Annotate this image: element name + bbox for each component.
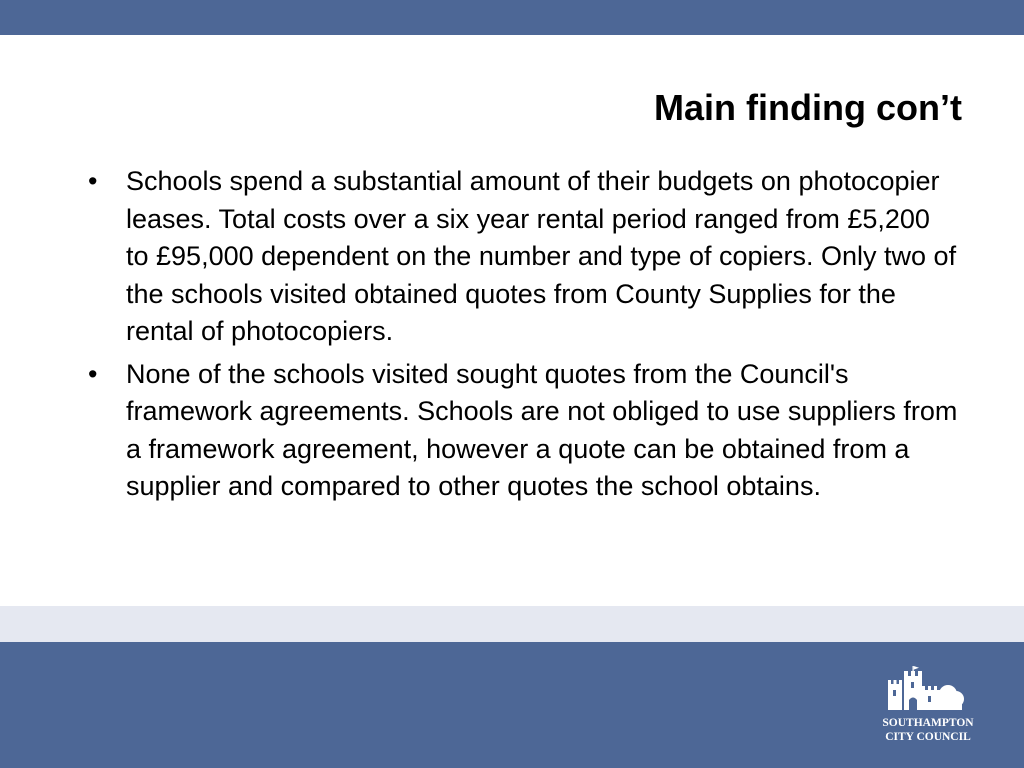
castle-logo-icon — [882, 666, 974, 746]
top-header-bar — [0, 0, 1024, 35]
southampton-logo — [882, 666, 974, 746]
bullet-marker: • — [88, 358, 98, 389]
footer-bar — [0, 642, 1024, 768]
footer-light-band — [0, 606, 1024, 642]
bullet-item — [88, 356, 958, 506]
bullet-marker: • — [88, 166, 98, 196]
logo-text-line2: CITY COUNCIL — [885, 731, 971, 743]
bullet-item — [88, 163, 958, 351]
bullet-list — [88, 163, 958, 511]
slide-title: Main finding con’t — [654, 87, 962, 128]
bullet-text: None of the schools visited sought quotes from the Council's framework agreements. Schools are not obliged to use suppliers from a framework agreement, however a quote can be obtained from a supplier and compared to other quotes the school obtains. — [126, 358, 958, 501]
bullet-text: Schools spend a substantial amount of their budgets on photocopier leases. Total costs over a six year rental period ranged from £5,200 to £95,000 dependent on the number and type of copiers. Only two of the schools visited obtained quotes from County Supplies for the rental of photocopiers. — [126, 166, 957, 346]
logo-text-line1: SOUTHAMPTON — [882, 717, 974, 729]
